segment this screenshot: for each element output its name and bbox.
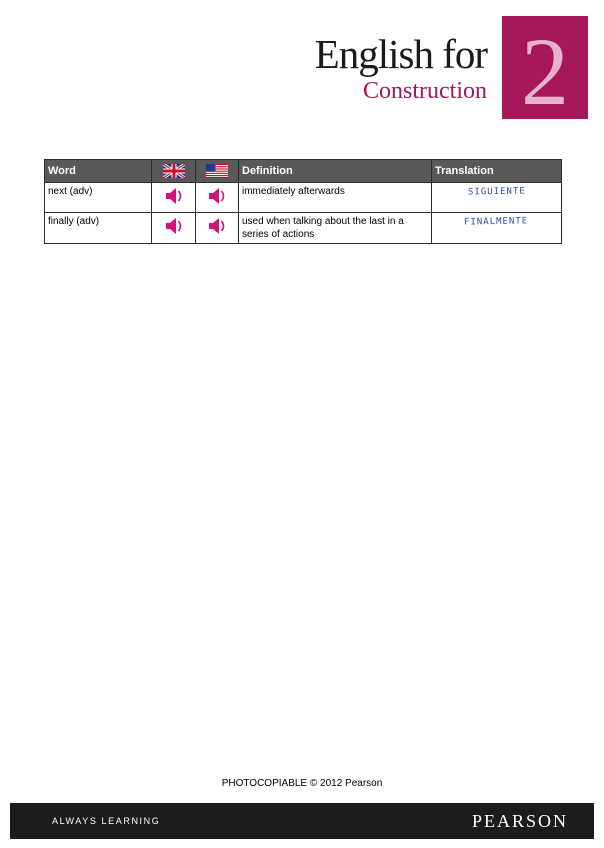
column-header-definition: Definition: [239, 160, 432, 183]
table-row: [45, 183, 562, 213]
publisher-logo: PEARSON: [471, 811, 568, 831]
speaker-icon[interactable]: [206, 215, 228, 237]
table-row: [45, 213, 562, 244]
column-header-translation: Translation: [432, 160, 562, 183]
column-header-us: [196, 160, 239, 183]
us-audio-cell[interactable]: [196, 213, 239, 244]
level-number: 2: [521, 18, 569, 125]
definition-cell: used when talking about the last in a series of actions: [239, 213, 432, 244]
book-subtitle: Construction: [363, 78, 487, 104]
copyright-notice: PHOTOCOPIABLE © 2012 Pearson: [221, 778, 383, 789]
table-header-row: [45, 160, 562, 183]
book-title: English for: [314, 31, 487, 77]
word-cell: next (adv): [45, 183, 152, 213]
translation-text: SIGUIENTE: [467, 186, 526, 198]
us-audio-cell[interactable]: [196, 183, 239, 213]
level-badge: [502, 16, 588, 125]
column-header-uk: [152, 160, 196, 183]
translation-cell: [432, 213, 562, 244]
footer-bar: [10, 803, 594, 839]
speaker-icon[interactable]: [163, 185, 185, 207]
us-flag-icon: [206, 164, 228, 178]
book-title-block: [315, 32, 487, 104]
uk-audio-cell[interactable]: [152, 213, 196, 244]
vocabulary-table: [44, 159, 562, 244]
translation-text: FINALMENTE: [464, 216, 529, 228]
definition-cell: immediately afterwards: [239, 183, 432, 213]
uk-audio-cell[interactable]: [152, 183, 196, 213]
speaker-icon[interactable]: [206, 185, 228, 207]
translation-cell: [432, 183, 562, 213]
speaker-icon[interactable]: [163, 215, 185, 237]
column-header-word: Word: [45, 160, 152, 183]
uk-flag-icon: [163, 164, 185, 178]
word-cell: finally (adv): [45, 213, 152, 244]
footer-tagline: ALWAYS LEARNING: [52, 816, 161, 826]
